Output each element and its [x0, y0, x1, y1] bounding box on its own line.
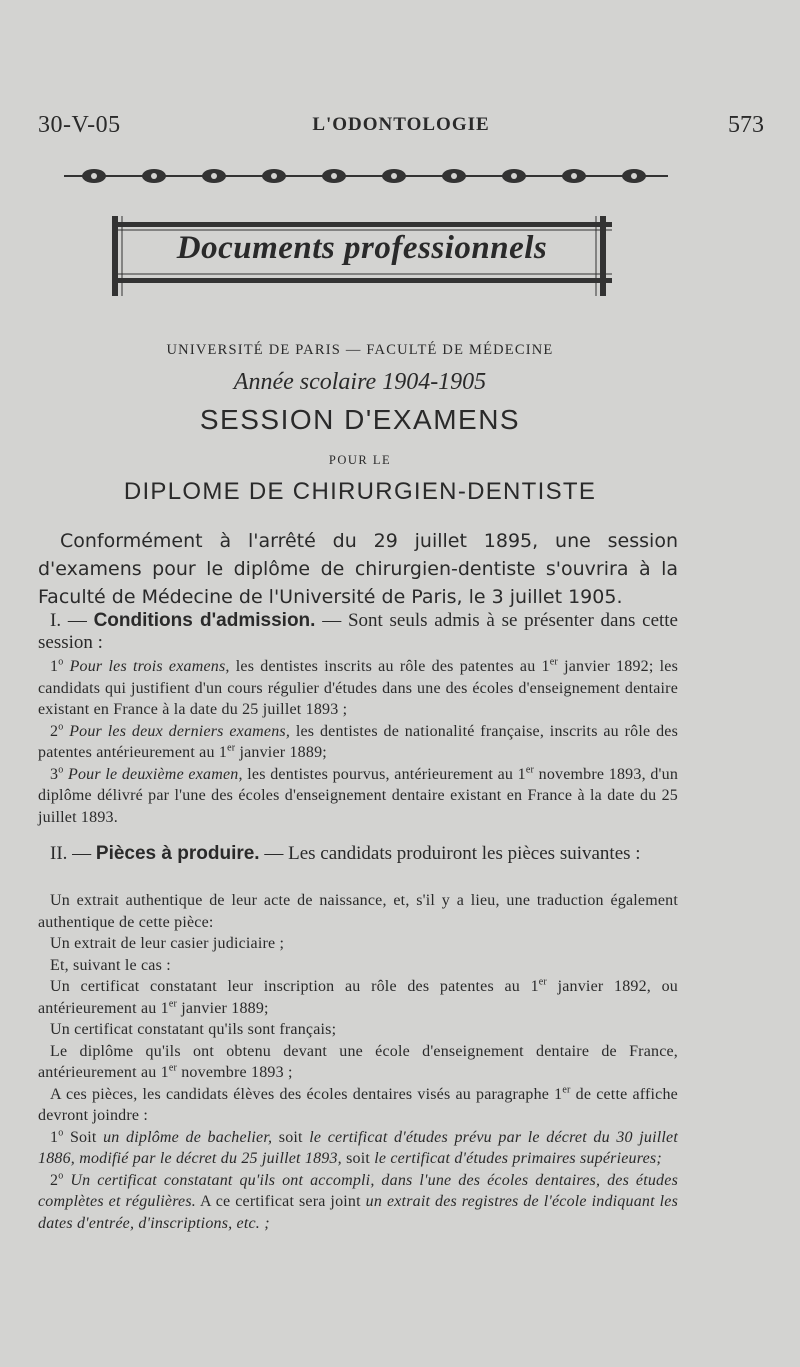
- list-item: [38, 656, 678, 721]
- item-emphasis: Pour le deuxième examen,: [67, 765, 243, 783]
- pour-le: POUR LE: [328, 453, 392, 467]
- item-text: janvier 1892, ou antérieurement au 1: [38, 978, 678, 1017]
- list-item: [38, 721, 678, 764]
- item-emphasis: Pour les trois examens,: [69, 658, 230, 675]
- item-number: 3: [50, 765, 59, 783]
- section-2-items: [38, 890, 678, 1234]
- list-item: [38, 1041, 678, 1084]
- item-text: A ces pièces, les candidats élèves des écoles dentaires visés au paragraphe 1: [50, 1085, 563, 1103]
- item-text-tail: novembre 1893, d'un diplôme délivré par l'une des écoles d'enseignement dentaire existant en France à la date du 25 juillet 1893.: [38, 765, 679, 826]
- item-emphasis: un diplôme de bachelier,: [103, 1128, 273, 1146]
- list-item: Un certificat constatant qu'ils sont français;: [50, 1021, 337, 1038]
- university-line: UNIVERSITÉ DE PARIS — FACULTÉ DE MÉDECINE: [166, 342, 554, 358]
- item-text: Soit: [69, 1128, 97, 1146]
- item-text: soit: [346, 1150, 371, 1167]
- item-superscript: er: [549, 656, 558, 668]
- list-item: Un extrait authentique de leur acte de naissance, et, s'il y a lieu, une traduction également authentique de cette pièce:: [38, 892, 678, 931]
- item-text: de cette affiche devront joindre :: [38, 1085, 678, 1124]
- item-number-degree: o: [58, 656, 64, 668]
- section-1-lead: — Sont seuls admis à se présenter dans cette session :: [38, 610, 678, 653]
- section-2-number: II. —: [50, 843, 92, 864]
- list-item: [38, 764, 678, 829]
- diploma-title: DIPLOME DE CHIRURGIEN-DENTISTE: [123, 478, 597, 505]
- list-item: [38, 1170, 678, 1235]
- item-text: Le diplôme qu'ils ont obtenu devant une école d'enseignement dentaire de France, antérieurement au 1: [38, 1042, 678, 1081]
- item-number: 2: [50, 1171, 59, 1189]
- item-number: 2: [50, 722, 59, 740]
- item-number-degree: o: [58, 1170, 64, 1182]
- section-2-title: Pièces à produire.: [95, 843, 260, 864]
- item-superscript: er: [227, 742, 236, 754]
- section-2-heading: [38, 843, 678, 865]
- page-number: 573: [728, 112, 764, 138]
- section-1-heading: [38, 610, 678, 654]
- section-banner: [112, 208, 612, 298]
- item-emphasis: le certificat d'études prévu par le décret du 30 juillet 1886, modifié par le décret du 25 juillet 1893,: [38, 1128, 679, 1167]
- section-1-title: Conditions d'admission.: [93, 610, 316, 631]
- issue-date: 30-V-05: [38, 112, 121, 138]
- item-number-degree: o: [58, 1127, 64, 1139]
- item-text-tail: janvier 1889;: [239, 744, 327, 761]
- item-text: Un certificat constatant leur inscription au rôle des patentes au 1: [50, 978, 539, 995]
- item-superscript: er: [562, 1084, 571, 1096]
- academic-year: Année scolaire 1904-1905: [233, 369, 487, 395]
- item-emphasis: un extrait des registres de l'école indiquant les dates d'entrée, d'inscriptions, etc. ;: [38, 1193, 678, 1232]
- list-item: Et, suivant le cas :: [50, 956, 171, 974]
- item-text: les dentistes de nationalité française, inscrits au rôle des patentes antérieurement au 1: [38, 722, 679, 761]
- item-emphasis: Pour les deux derniers examens,: [69, 722, 291, 740]
- section-1-items: [38, 656, 678, 828]
- list-item: Un extrait de leur casier judiciaire ;: [50, 935, 285, 952]
- section-1-number: I. —: [50, 610, 87, 631]
- item-text: soit: [278, 1128, 303, 1146]
- section-title: Documents professionnels: [176, 230, 548, 266]
- intro-text: Conformément à l'arrêté du 29 juillet 1895, une session d'examens pour le diplôme de chirurgien-dentiste s'ouvrira à la Faculté de Médecine de l'Université de Paris, le 3 juillet 1905.: [38, 530, 678, 608]
- item-superscript: er: [538, 976, 547, 988]
- item-number-degree: o: [58, 764, 64, 776]
- running-header: [38, 112, 764, 140]
- item-emphasis: le certificat d'études primaires supérieures;: [374, 1150, 662, 1167]
- item-superscript: er: [525, 764, 535, 776]
- list-item: [38, 1127, 678, 1170]
- item-number: 1: [50, 1128, 59, 1146]
- item-emphasis: Un certificat constatant qu'ils ont accompli, dans l'une des écoles dentaires, des études complètes et régulières.: [38, 1171, 678, 1210]
- item-text: A ce certificat sera joint: [200, 1193, 361, 1210]
- item-text: novembre 1893 ;: [181, 1064, 293, 1081]
- list-item: [38, 1084, 678, 1127]
- item-superscript: er: [168, 998, 178, 1010]
- item-superscript: er: [168, 1062, 178, 1074]
- section-2-lead: — Les candidats produiront les pièces suivantes :: [264, 843, 641, 864]
- list-item: [38, 976, 678, 1019]
- item-text-tail: janvier 1892; les candidats qui justifient d'un cours régulier d'études dans une des écoles d'enseignement dentaire existant en France à la date du 25 juillet 1893 ;: [38, 658, 679, 718]
- item-number-degree: o: [58, 721, 64, 733]
- item-text: janvier 1889;: [181, 999, 269, 1017]
- intro-paragraph: [38, 527, 678, 611]
- item-number: 1: [50, 658, 59, 675]
- item-text: les dentistes pourvus, antérieurement au 1: [247, 765, 526, 783]
- session-title: SESSION D'EXAMENS: [199, 404, 521, 435]
- journal-title: L'ODONTOLOGIE: [312, 114, 490, 135]
- item-text: les dentistes inscrits au rôle des patentes au 1: [235, 658, 550, 675]
- ornament-band: [62, 158, 674, 194]
